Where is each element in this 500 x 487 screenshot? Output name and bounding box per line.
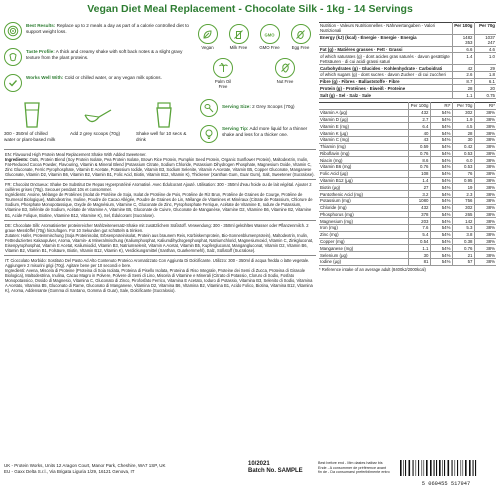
micronutrient-label: Folic Acid (μg) (319, 170, 408, 177)
taste-profile-text: A thick and creamy shake with soft back notes & a slight gravy texture from the plant proteins. (26, 49, 183, 60)
value-serving: 0.38 (452, 238, 474, 245)
value-serving: 57 (452, 259, 474, 266)
ri-serving: 38% (474, 109, 496, 116)
value-serving: 142 (452, 218, 474, 225)
it-block (4, 256, 316, 295)
value-serving: 0.53 (452, 164, 474, 171)
value-100g: 40 (408, 130, 430, 137)
nutrient-value-serving: 4.6 (474, 46, 496, 53)
nutrient-value-serving: 6.1 (474, 78, 496, 85)
ri-serving: 38% (474, 259, 496, 266)
step-3: Shake well for 10 secs & drink (136, 99, 192, 143)
ri-serving: 38% (474, 252, 496, 259)
lightbulb-icon (200, 125, 218, 143)
works-well-label: Works Well With: (26, 75, 64, 80)
fr-ingredients: Ingrédients: Avoine, Mélange de Protéines (Isolat de Protéine de Soja, Isolat de Protéine de Pois, Protéine de Riz Brun, Protéine de Graines de Courge, Protéine de Tournesol Biologique), Maltodextrine, Inuline, Poudre de Cacao Allégée, Poudre de Graines de Lin, Mélange de Vitamines et Minéraux (Citrate de Potassium, Chlorure de Sodium, Phosphate Monopotassique, Oxyde de Magnésium, Vitamine C, Gluconate de Zinc, Pyrophosphate Ferrique, Acétate de Vitamine E, Iodure de Potassium, Vitamine B3, Sélénite de Sodium, Acétate de Vitamine A, Vitamine B5, Gluconate de Cuivre, Gluconate de Manganèse, Vitamine D2, Vitamine B6, Vitamine B2, Vitamine B1, Acide Folique, Biotine, Vitamine B12, Vitamine K), Sel, Édulcorant (Sucralose). (5, 192, 313, 218)
value-100g: 3.2 (408, 191, 430, 198)
micronutrient-row (319, 211, 496, 218)
micronutrient-label: Phosphorus (mg) (319, 211, 408, 218)
left-column (4, 22, 316, 295)
micronutrient-row (319, 150, 496, 157)
value-serving: 756 (452, 197, 474, 204)
barcode-bar (403, 460, 404, 476)
steps (4, 99, 192, 143)
ri-serving: 38% (474, 177, 496, 184)
micronutrient-label: Magnesium (mg) (319, 218, 408, 225)
value-100g: 27 (408, 184, 430, 191)
micronutrient-row (319, 197, 496, 204)
barcode-bar (475, 460, 476, 476)
intro-section (4, 22, 316, 92)
nutrition-row (319, 34, 496, 46)
spoon-icon (200, 99, 218, 117)
nutrition-row (319, 65, 496, 72)
nutrition-row (319, 46, 496, 53)
micronutrient-row (319, 177, 496, 184)
batch-number: Batch No. SAMPLE (248, 468, 303, 474)
nutrient-label: Fat (g) - Matières grasses · Fett · Grassi (319, 46, 452, 53)
ri-100g: 54% (430, 136, 452, 143)
col-per-100g: Per 100g (452, 23, 474, 35)
micronutrient-label: Pantothenic Acid (mg) (319, 191, 408, 198)
nutrient-value-100g: 2.6 (452, 71, 474, 78)
value-serving: 19 (452, 184, 474, 191)
micronutrient-label: Riboflavin (mg) (319, 150, 408, 157)
micronutrient-label: Vitamin K (μg) (319, 130, 408, 137)
barcode-bar (405, 460, 406, 476)
micronutrient-label: Vitamin B12 (μg) (319, 177, 408, 184)
ri-serving: 38% (474, 225, 496, 232)
ri-100g: 54% (430, 197, 452, 204)
gmo-free-icon (260, 24, 280, 44)
nutrient-value-100g: 1.4 (452, 53, 474, 65)
barcode-bar (418, 460, 419, 476)
value-100g: 108 (408, 170, 430, 177)
nutrient-label: Energy (kJ) (kcal) - Énergie · Energie · Energia (319, 34, 452, 46)
value-serving: 265 (452, 211, 474, 218)
scoop-icon (70, 99, 126, 129)
ri-serving: 38% (474, 191, 496, 198)
serving-tip-text: Add more liquid for a thinner shake and less for a thicker one. (222, 126, 308, 137)
uk-address: UK - Protein Works, Units 12 Aragon Court, Manor Park, Cheshire, WA7 1SP, UK (4, 463, 166, 468)
address-block (4, 463, 236, 475)
value-serving: 1.9 (452, 116, 474, 123)
micronutrient-row (319, 204, 496, 211)
ri-serving: 38% (474, 136, 496, 143)
value-100g: 0.59 (408, 143, 430, 150)
nutrition-header: Nutrition - Valeurs Nutritionnelles - Nährwertangaben - Valori Nutrizionali (319, 23, 452, 35)
barcode-bar (430, 460, 432, 476)
en-block (4, 150, 316, 179)
barcode-bars (396, 460, 496, 476)
micronutrient-row (319, 225, 496, 232)
diet-badge-egg-free: Egg Free (288, 24, 314, 54)
ri-100g: 54% (430, 150, 452, 157)
barcode-bar (434, 460, 435, 476)
ri-serving: 38% (474, 204, 496, 211)
barcode-bar (448, 460, 450, 476)
value-serving: 76 (452, 170, 474, 177)
value-100g: 5.4 (408, 231, 430, 238)
leaf-icon (198, 24, 218, 44)
ri-100g: 54% (430, 245, 452, 252)
micro-col-serving: Per 70g (452, 103, 474, 110)
micro-rows (319, 109, 496, 265)
micronutrient-row (319, 184, 496, 191)
ri-serving: 38% (474, 238, 496, 245)
milk-free-icon (229, 24, 249, 44)
glass-icon (4, 99, 60, 129)
value-100g: 0.54 (408, 238, 430, 245)
ri-100g: 54% (430, 177, 452, 184)
value-100g: 203 (408, 218, 430, 225)
nutrient-value-serving: 20 (474, 85, 496, 92)
value-100g: 43 (408, 136, 430, 143)
eu-address: EU - Gaxx Delta S.r.l., Via Brigata Liguria 1/29, 16121 Genova, IT (4, 469, 135, 474)
serving-info (192, 99, 316, 143)
micronutrient-row (319, 116, 496, 123)
diet-badge-milk-free: Milk Free (226, 24, 252, 54)
barcode-number: 5 060455 517947 (421, 481, 471, 487)
nut-free-icon (275, 58, 295, 78)
value-serving: 6.0 (452, 157, 474, 164)
micronutrient-row (319, 191, 496, 198)
micronutrient-label: Zinc (mg) (319, 231, 408, 238)
micronutrient-row (319, 252, 496, 259)
value-serving: 2.3 (452, 191, 474, 198)
batch-block (248, 461, 303, 475)
micronutrient-row (319, 157, 496, 164)
nutrient-value-100g: 28 (452, 85, 474, 92)
micronutrient-row (319, 218, 496, 225)
ri-serving: 38% (474, 245, 496, 252)
barcode-bar (409, 460, 411, 476)
value-100g: 8.6 (408, 157, 430, 164)
batch-date: 10/2021 (248, 461, 270, 467)
barcode-bar (461, 460, 462, 476)
step-2: Add 2 grey scoops (70g) (70, 99, 126, 143)
barcode-bar (416, 460, 417, 476)
value-serving: 0.95 (452, 177, 474, 184)
value-100g: 1080 (408, 197, 430, 204)
best-results-row (4, 22, 192, 40)
barcode-bar (413, 460, 414, 476)
step-1: 300 - 350ml of chilled water or plant-based milk (4, 99, 60, 143)
micronutrient-row (319, 143, 496, 150)
diet-badge-vegan: Vegan (195, 24, 221, 54)
barcode-bar (422, 460, 423, 476)
ri-serving: 38% (474, 130, 496, 137)
fr-block (4, 180, 316, 219)
barcode-bar (400, 460, 402, 476)
serving-size-text: 2 Grey Scoops (70g) (252, 104, 295, 109)
en-ingredients: Oats, Protein Blend (Soy Protein Isolate, Pea Protein Isolate, Brown Rice Protein, Pumpkin Seed Protein, Organic Sunflower Protein), Maltodextrin, Inulin, Fat-Reduced Cocoa Powder, Flavouring, Vitamin & Mineral Blend (Potassium Citrate, Sodium Chloride, Potassium Dihydrogen Phosphate, Magnesium Oxide, Vitamin C, Zinc Gluconate, Ferric Pyrophosphate, Vitamin E Acetate, Potassium Iodide, Vitamin B3, Sodium Selenite, Vitamin A Acetate, Vitamin B5, Copper Gluconate, Manganese Gluconate, Vitamin D2, Vitamin B6, Vitamin B2, Vitamin B1, Folic Acid, Biotin, Vitamin B12, Vitamin K), Thickener (Xanthan Gum, Guar Gum), Salt, Sweetener (Sucralose). (5, 157, 315, 178)
ri-100g: 54% (430, 164, 452, 171)
macro-table (319, 22, 496, 99)
ri-serving: 38% (474, 123, 496, 130)
serving-size-label: Serving Size: (222, 104, 251, 109)
value-serving: 0.42 (452, 143, 474, 150)
ri-serving: 38% (474, 231, 496, 238)
best-results-text: Replace up to 2 meals a day as part of a calorie controlled diet to support weight loss. (26, 23, 189, 34)
micronutrient-label: Chloride (mg) (319, 204, 408, 211)
ri-100g: 54% (430, 204, 452, 211)
micro-table (319, 102, 496, 266)
taste-profile-row (4, 48, 192, 66)
barcode-bar (452, 460, 453, 476)
barcode-bar (436, 460, 437, 476)
micronutrient-row (319, 130, 496, 137)
value-100g: 81 (408, 259, 430, 266)
value-serving: 0.53 (452, 150, 474, 157)
value-serving: 302 (452, 109, 474, 116)
ri-100g: 54% (430, 116, 452, 123)
diet-badge-gmo-free: GMO GMO Free (257, 24, 283, 54)
barcode-bar (455, 460, 456, 476)
macro-rows (319, 34, 496, 98)
value-100g: 378 (408, 211, 430, 218)
ri-serving: 38% (474, 184, 496, 191)
ri-serving: 38% (474, 116, 496, 123)
ri-100g: 54% (430, 252, 452, 259)
ri-100g: 54% (430, 238, 452, 245)
ri-serving: 38% (474, 197, 496, 204)
ri-100g: 54% (430, 231, 452, 238)
palm-oil-free-icon (213, 58, 233, 78)
nutrient-value-100g: 1.1 (452, 92, 474, 99)
barcode-bar (442, 460, 443, 476)
diet-badges (192, 22, 316, 92)
value-serving: 21 (452, 252, 474, 259)
micronutrient-label: Selenium (μg) (319, 252, 408, 259)
diet-badge-nut-free: Nut Free (272, 58, 298, 93)
diet-badge-palm-oil-free: Palm Oil Free (210, 58, 236, 93)
value-100g: 1.1 (408, 245, 430, 252)
micro-col-ri-100g: RI* (430, 103, 452, 110)
micronutrient-label: Manganese (mg) (319, 245, 408, 252)
ri-100g: 54% (430, 259, 452, 266)
ri-100g: 54% (430, 170, 452, 177)
best-before-text: Best before end - Mm dastes hatbar bis Ende - A consommer de préférence avant fin de - Da consumarsi preferibilmente entro (318, 461, 390, 475)
barcode-bar (444, 460, 445, 476)
nutrient-value-serving: 0.75 (474, 92, 496, 99)
ri-100g: 54% (430, 218, 452, 225)
ri-100g: 54% (430, 143, 452, 150)
egg-free-icon (291, 24, 311, 44)
nutrition-panel (319, 22, 496, 272)
ri-footnote: * Reference intake of an average adult (8400kJ/2000kcal) (319, 266, 426, 272)
micronutrient-label: Vitamin A (μg) (319, 109, 408, 116)
shaker-icon (136, 99, 192, 129)
barcode-bar (473, 460, 474, 476)
nutrient-value-100g: 8.7 (452, 78, 474, 85)
value-serving: 30 (452, 136, 474, 143)
micro-col-100g: Per 100g (408, 103, 430, 110)
value-100g: 432 (408, 204, 430, 211)
barcode-bar (463, 460, 464, 476)
ri-serving: 38% (474, 150, 496, 157)
nutrient-label: of which sugars (g) - dont sucres · davon Zucker · di cui zuccheri (319, 71, 452, 78)
nutrient-label: Protein (g) - Protéines · Eiweiß · Proteine (319, 85, 452, 92)
nutrient-value-100g: 42 (452, 65, 474, 72)
micronutrient-label: Potassium (mg) (319, 197, 408, 204)
nutrient-value-100g: 1482 353 (452, 34, 474, 46)
micronutrient-label: Vitamin B6 (mg) (319, 164, 408, 171)
micronutrient-row (319, 123, 496, 130)
ri-100g: 54% (430, 109, 452, 116)
micro-col-ri-serving: RI* (474, 103, 496, 110)
serving-tip-label: Serving Tip: (222, 126, 249, 131)
best-results-label: Best Results: (26, 23, 56, 28)
col-per-serving: Per 70g (474, 23, 496, 35)
micronutrient-row (319, 164, 496, 171)
nutrition-row (319, 92, 496, 99)
taste-profile-label: Taste Profile: (26, 49, 55, 54)
value-serving: 302 (452, 204, 474, 211)
micronutrient-label: Vitamin E (mg) (319, 123, 408, 130)
micronutrient-label: Niacin (mg) (319, 157, 408, 164)
target-icon (4, 22, 22, 40)
works-well-text: Cold or chilled water, or any vegan milk options. (64, 75, 162, 80)
micronutrient-label: Vitamin C (mg) (319, 136, 408, 143)
barcode-bar (426, 460, 428, 476)
value-100g: 7.6 (408, 225, 430, 232)
value-100g: 0.76 (408, 164, 430, 171)
de-block (4, 221, 316, 255)
svg-text:GMO: GMO (264, 31, 275, 37)
micronutrient-label: Biotin (μg) (319, 184, 408, 191)
ri-100g: 54% (430, 191, 452, 198)
micronutrient-label: Vitamin D (μg) (319, 116, 408, 123)
ri-100g: 54% (430, 123, 452, 130)
ri-serving: 38% (474, 170, 496, 177)
nutrient-value-serving: 1037 247 (474, 34, 496, 46)
fr-title: FR: Chocolat Onctueux: Shake De Substitut De Repas Hyperprotéiné Aromatisé. Avec Édulcorant Ajouté. Utilisation: 300 - 350ml d'eau froide ou de lait végétal. Ajouter 2 cuillères grises (70g). Secouer pendant 10s et consommer. (5, 182, 312, 193)
nutrition-row (319, 71, 496, 78)
nutrient-value-100g: 6.6 (452, 46, 474, 53)
nutrient-label: of which saturates (g) - dont acides gras saturés · davon gesättigte Fettsäuren · di cui acidi grassi saturi (319, 53, 452, 65)
micronutrient-row (319, 136, 496, 143)
product-title: Vegan Diet Meal Replacement - Chocolate Silk - 1kg - 14 Servings (87, 3, 413, 15)
ri-100g: 54% (430, 157, 452, 164)
en-ingredients-label: Ingredients: (5, 157, 29, 163)
check-icon (4, 74, 22, 92)
barcode-bar (439, 460, 441, 476)
nutrient-label: Fibre (g) - Fibres · Ballaststoffe · Fibre (319, 78, 452, 85)
nutrition-row (319, 85, 496, 92)
nutrition-row (319, 78, 496, 85)
nutrient-value-serving: 29 (474, 65, 496, 72)
value-serving: 28 (452, 130, 474, 137)
ri-serving: 38% (474, 164, 496, 171)
de-title: DE: Chocolate Silk: Aromatisierter proteinreicher Mahlzeitenersatz-Shake mit zusätzlichem Süßstoff. Verwendung: 300 - 350ml gekühltes Wasser oder Pflanzenmilch. 2 graue Messlöffel (70g) hinzufügen. Für 10 Sekunden gut schütteln & trinken. (5, 222, 309, 233)
value-serving: 4.5 (452, 123, 474, 130)
barcode-bar (469, 460, 471, 476)
de-ingredients: Zutaten: Hafer, Proteinmischung (Soja Proteinisolat, Erbsenproteinisolat, Protein aus braunem Reis, Kürbiskernprotein, Bio-Sonnenblumenprotein), Maltodextrin, Inulin, Fettreduziertes Kakaopulver, Aroma, Vitamin- & Mineralmischung (Kaliumphosphat, Kaliumdihydrogenphosphat, Natriumchlorid, Magnesiumoxid, Vitamin C, Zinkgluconat, Eisenpyrophosphat, Vitamin E Acetat, Kaliumiodid, Vitamin B3, Natriumselenit, Vitamin A Acetat, Vitamin B5, Kupfergluconat, Mangangluconat, Vitamin D2, Vitamin B6, Vitamin B2, Vitamin B1, Folsäure, Biotin, Vitamin B12, Vitamin K), Verdickungsmittel (Xanthan, Guarkernmehl), Salz, Süßstoff (Sucralose). (5, 232, 314, 253)
taste-icon (4, 48, 22, 66)
works-well-row (4, 74, 192, 92)
barcode-bar (465, 460, 467, 476)
nutrient-label: Carbohydrates (g) - Glucides · Kohlenhydrate · Carboidrati (319, 65, 452, 72)
ri-serving: 38% (474, 157, 496, 164)
value-100g: 432 (408, 109, 430, 116)
ri-serving: 38% (474, 143, 496, 150)
micronutrient-row (319, 238, 496, 245)
footer (0, 459, 500, 487)
ri-serving: 38% (474, 211, 496, 218)
value-100g: 2.7 (408, 116, 430, 123)
ri-100g: 54% (430, 184, 452, 191)
ri-100g: 54% (430, 211, 452, 218)
serving-tip-row (200, 125, 316, 143)
micronutrient-row (319, 231, 496, 238)
nutrient-label: Salt (g) - Sel · Salz · Sale (319, 92, 452, 99)
micronutrient-row (319, 245, 496, 252)
micronutrient-label: Iron (mg) (319, 225, 408, 232)
micronutrient-row (319, 170, 496, 177)
serving-size-row (200, 99, 316, 117)
nutrient-value-serving: 1.0 (474, 53, 496, 65)
it-ingredients: Ingredienti: Avena, Miscela di Proteine (Proteina di Soia Isolata, Proteina di Pisello Isolata, Proteina di Riso Integrale, Proteine dei Semi di Zucca, Proteina di Girasole Biologica), Maltodestrina, Inulina, Cacao Magro in Polvere, Polvere di Semi di Lino, Miscela di Vitamine e Minerali (Citrato di Potassio, Cloruro di Sodio, Fosfato Monopotassico, Ossido di Magnesio, Vitamina C, Gluconato di Zinco, Pirofosfato Ferrico, Vitamina E Acetato, Ioduro di Potassio, Vitamina B3, Selenito di Sodio, Vitamina A Acetato, Vitamina B5, Gluconato di Rame, Gluconato di Manganese, Vitamina D2, Vitamina B6, Vitamina B2, Vitamina B1, Acido Folico, Biotina, Vitamina B12, Vitamina K), Aroma, Addensante (Gomma di Xantano, Gomma di Guar), Sale, Dolcificante (Sucralosio). (5, 267, 313, 294)
micronutrient-label: Iodine (μg) (319, 259, 408, 266)
value-100g: 30 (408, 252, 430, 259)
nutrient-value-serving: 1.8 (474, 71, 496, 78)
micronutrient-label: Thiamin (mg) (319, 143, 408, 150)
value-serving: 5.3 (452, 225, 474, 232)
value-100g: 0.76 (408, 150, 430, 157)
value-serving: 0.76 (452, 245, 474, 252)
micronutrient-row (319, 109, 496, 116)
nutrition-row (319, 53, 496, 65)
ri-serving: 38% (474, 218, 496, 225)
value-serving: 3.8 (452, 231, 474, 238)
barcode-bar (424, 460, 425, 476)
barcode-bar (457, 460, 458, 476)
micronutrient-label: Copper (mg) (319, 238, 408, 245)
it-title: IT: Cioccolato Morbido: Sostituto Del Pasto Ad Alto Contenuto Proteico Aromatizzato Con Aggiunta Di Dolcificante. Utilizzo: 300 - 350ml di acqua fredda o latte vegetale. Aggiungere 2 misurini grigi (70g). Agitare bene per 10 secondi e bere. (5, 257, 310, 268)
value-100g: 1.4 (408, 177, 430, 184)
micronutrient-row (319, 259, 496, 266)
ri-100g: 54% (430, 130, 452, 137)
directions-section (4, 99, 316, 143)
barcode (396, 460, 496, 487)
ri-100g: 54% (430, 225, 452, 232)
value-100g: 6.4 (408, 123, 430, 130)
en-title: EN: Flavoured High Protein Meal Replacement Shake With Added Sweetener. (5, 152, 147, 157)
